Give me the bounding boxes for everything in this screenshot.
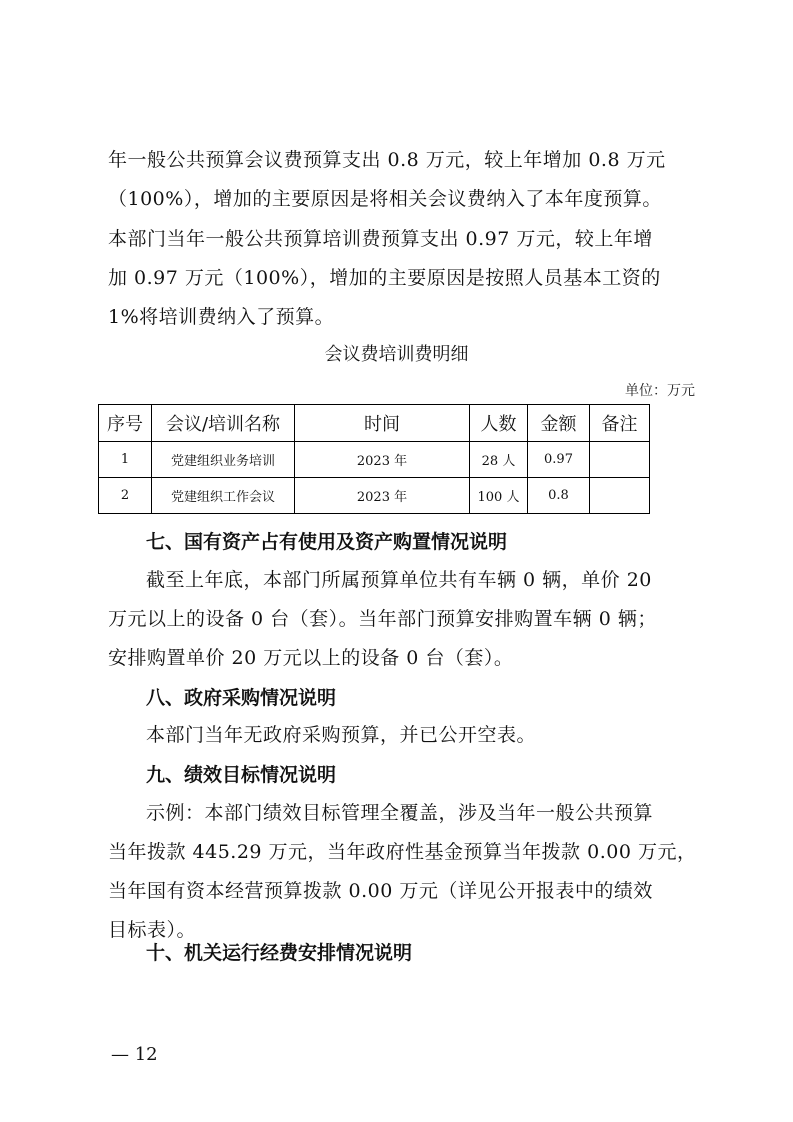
section-heading-8: 八、政府采购情况说明 <box>146 687 337 709</box>
header-remark: 备注 <box>590 405 650 442</box>
table-header-row <box>99 405 650 442</box>
paragraph-line: 万元以上的设备 0 台（套）。当年部门预算安排购置车辆 0 辆； <box>108 608 657 630</box>
cell-name: 党建组织工作会议 <box>152 478 295 514</box>
header-time: 时间 <box>295 405 470 442</box>
cell-name: 党建组织业务培训 <box>152 442 295 478</box>
cell-count: 100 人 <box>470 478 528 514</box>
section-heading-7: 七、国有资产占有使用及资产购置情况说明 <box>146 531 508 553</box>
paragraph-line: 本部门当年一般公共预算培训费预算支出 0.97 万元，较上年增 <box>108 228 653 250</box>
paragraph-line: 示例：本部门绩效目标管理全覆盖，涉及当年一般公共预算 <box>146 802 654 824</box>
header-name: 会议/培训名称 <box>152 405 295 442</box>
cell-time: 2023 年 <box>295 442 470 478</box>
paragraph-line: 安排购置单价 20 万元以上的设备 0 台（套）。 <box>108 647 514 669</box>
paragraph-line: 1%将培训费纳入了预算。 <box>108 306 335 328</box>
paragraph-line: 当年国有资本经营预算拨款 0.00 万元（详见公开报表中的绩效 <box>108 880 653 902</box>
section-heading-10: 十、机关运行经费安排情况说明 <box>146 942 413 964</box>
cell-remark <box>590 442 650 478</box>
cell-amount: 0.8 <box>528 478 590 514</box>
section-heading-9: 九、绩效目标情况说明 <box>146 764 337 786</box>
cell-time: 2023 年 <box>295 478 470 514</box>
table-row <box>99 442 650 478</box>
cell-index: 2 <box>99 478 152 514</box>
paragraph-line: 年一般公共预算会议费预算支出 0.8 万元，较上年增加 0.8 万元 <box>108 149 666 171</box>
page-number: — 12 <box>111 1044 158 1065</box>
paragraph-line: 目标表）。 <box>108 919 197 941</box>
paragraph-line: （100%），增加的主要原因是将相关会议费纳入了本年度预算。 <box>108 188 662 210</box>
meeting-training-table <box>98 404 650 514</box>
cell-amount: 0.97 <box>528 442 590 478</box>
table-title: 会议费培训费明细 <box>324 344 469 365</box>
header-amount: 金额 <box>528 405 590 442</box>
cell-remark <box>590 478 650 514</box>
paragraph-line: 加 0.97 万元（100%），增加的主要原因是按照人员基本工资的 <box>108 267 661 289</box>
paragraph-line: 当年拨款 445.29 万元，当年政府性基金预算当年拨款 0.00 万元， <box>108 841 697 863</box>
header-count: 人数 <box>470 405 528 442</box>
paragraph-line: 本部门当年无政府采购预算，并已公开空表。 <box>146 724 537 746</box>
paragraph-line: 截至上年底，本部门所属预算单位共有车辆 0 辆，单价 20 <box>146 569 652 591</box>
table-unit: 单位：万元 <box>625 383 695 399</box>
table-row <box>99 478 650 514</box>
cell-index: 1 <box>99 442 152 478</box>
header-index: 序号 <box>99 405 152 442</box>
cell-count: 28 人 <box>470 442 528 478</box>
